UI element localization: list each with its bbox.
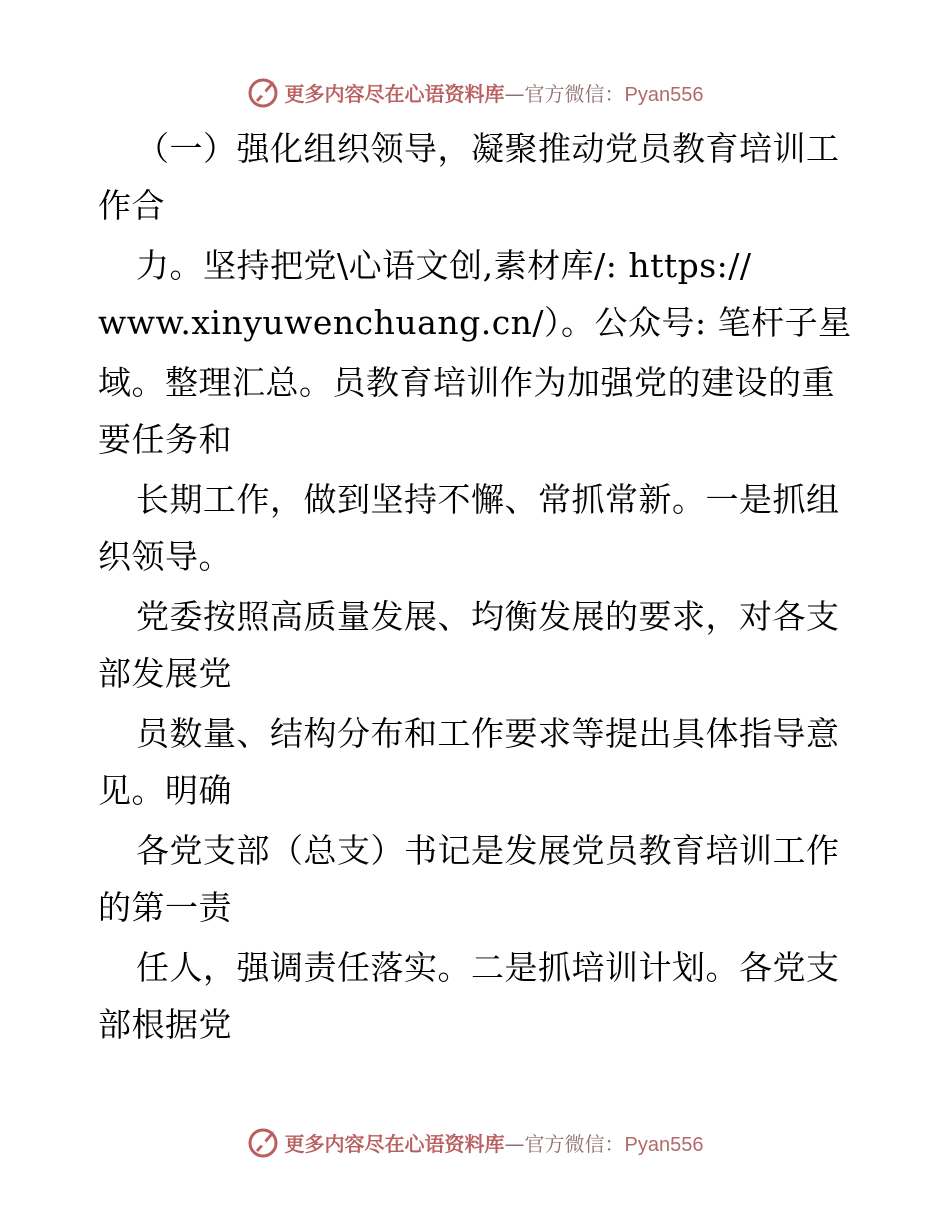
body-line: 长期工作，做到坚持不懈、常抓常新。一是抓组 — [136, 480, 840, 519]
header-wechat-label: 官方微信： — [524, 81, 625, 106]
body-line: 员数量、结构分布和工作要求等提出具体指导意 — [136, 714, 840, 753]
body-line: 部根据党 — [98, 1005, 232, 1044]
footer-brand: 更多内容尽在心语资料库 — [284, 1131, 505, 1156]
quill-pen-logo-icon — [247, 75, 281, 109]
header-wechat-id: Pyan556 — [624, 83, 704, 106]
header-brand: 更多内容尽在心语资料库 — [284, 81, 505, 106]
body-line: www.xinyuwenchuang.cn/）。公众号: 笔杆子星 — [98, 303, 852, 342]
body-line: 任人，强调责任落实。二是抓培训计划。各党支 — [136, 948, 840, 987]
footer-banner — [0, 1122, 950, 1162]
header-text — [285, 78, 704, 107]
body-line: 见。明确 — [98, 771, 232, 810]
body-line: （一）强化组织领导，凝聚推动党员教育培训工 — [136, 129, 840, 168]
footer-separator: — — [504, 1131, 525, 1156]
body-line: 力。坚持把党\心语文创,素材库/: https:// — [136, 246, 752, 285]
footer-text — [285, 1128, 704, 1157]
body-line: 域。整理汇总。员教育培训作为加强党的建设的重 — [98, 363, 835, 402]
quill-pen-logo-icon — [247, 1125, 281, 1159]
body-line: 要任务和 — [98, 420, 232, 459]
body-line: 织领导。 — [98, 537, 232, 576]
body-line: 作合 — [98, 186, 165, 225]
footer-wechat-label: 官方微信： — [524, 1131, 625, 1156]
header-banner — [0, 72, 950, 112]
body-line: 部发展党 — [98, 654, 232, 693]
body-line: 各党支部（总支）书记是发展党员教育培训工作 — [136, 831, 840, 870]
body-line: 党委按照高质量发展、均衡发展的要求，对各支 — [136, 597, 840, 636]
body-line: 的第一责 — [98, 888, 232, 927]
header-separator: — — [504, 81, 525, 106]
footer-wechat-id: Pyan556 — [624, 1133, 704, 1156]
